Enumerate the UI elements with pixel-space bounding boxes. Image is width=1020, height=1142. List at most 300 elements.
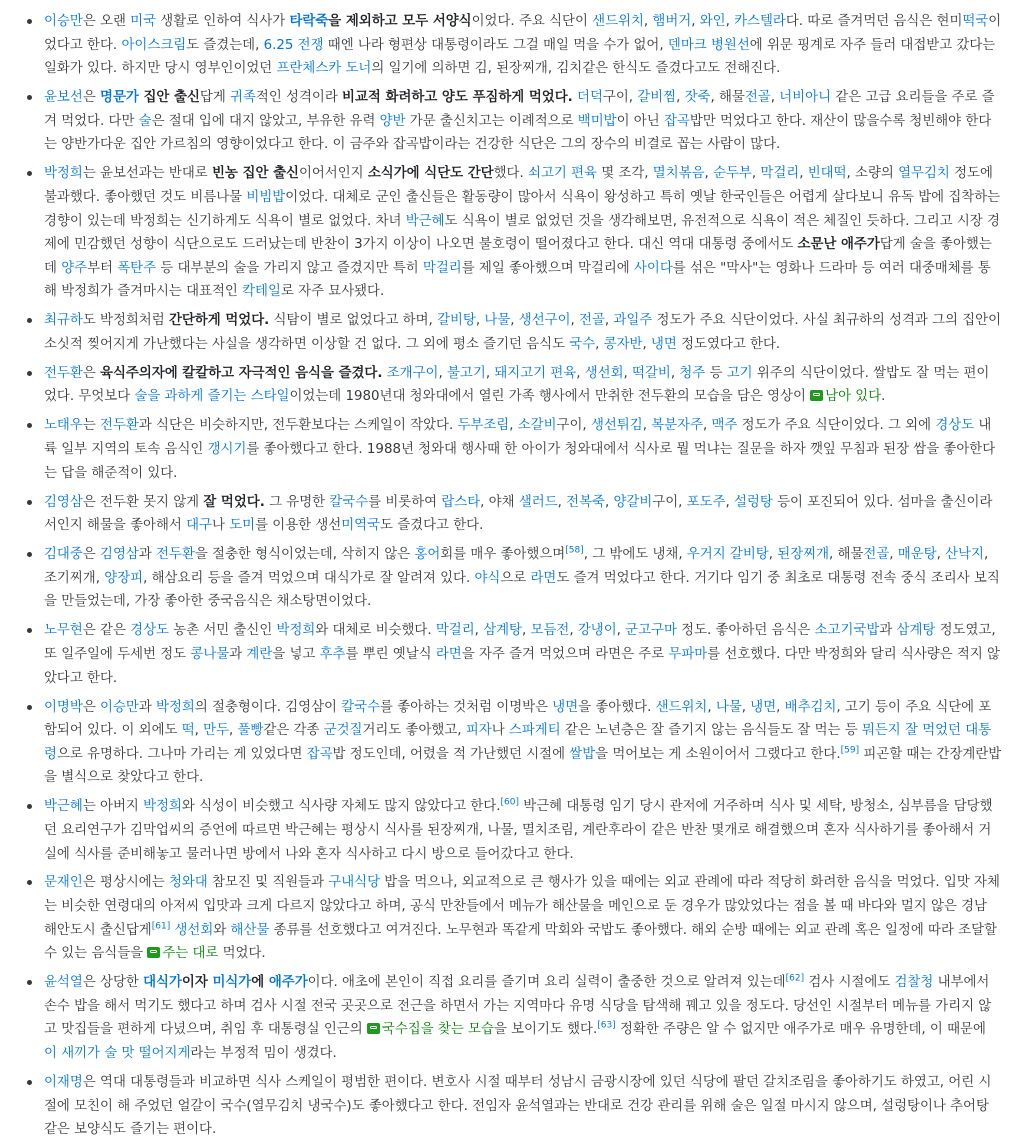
wiki-link[interactable]: 양갈비 — [613, 494, 653, 510]
body-text: , — [604, 313, 614, 329]
bold-wiki-link[interactable]: 타락죽 — [289, 14, 329, 29]
body-text: 은 — [82, 547, 101, 563]
wiki-link[interactable]: 라면 — [530, 570, 557, 586]
wiki-link[interactable]: 전복죽 — [566, 494, 605, 510]
wiki-link[interactable]: 양장피 — [104, 570, 144, 586]
footnote-ref[interactable]: [60] — [500, 797, 520, 808]
bold-wiki-link[interactable]: 명문가 — [100, 90, 139, 106]
body-text: , — [604, 494, 614, 510]
body-text: 으로 유명하다. 그나마 가리는 게 있었다면 — [56, 746, 307, 762]
list-item — [10, 696, 1002, 790]
body-text: 등 — [705, 365, 727, 381]
body-text: 를 섞은 "막사"는 영화나 드라마 등 여러 대중매체를 통해 박정희가 즐겨마시는 대표적인 — [44, 260, 991, 300]
body-text: 을 넣고 — [272, 646, 320, 662]
external-link-text: 주는 대로 — [162, 946, 219, 962]
wiki-link[interactable]: 두부조림 — [457, 418, 510, 434]
body-text: , — [670, 365, 680, 381]
wiki-link[interactable]: 폭탄주 — [117, 260, 157, 276]
wiki-link[interactable]: 후추 — [319, 646, 346, 662]
wiki-link[interactable]: 야식 — [474, 570, 501, 586]
wiki-link[interactable]: 스파게티 — [508, 723, 561, 739]
body-text: , — [474, 623, 484, 639]
body-text: 구이, — [556, 418, 591, 434]
body-text: 과 — [138, 547, 157, 563]
wiki-link[interactable]: 노무현 — [44, 623, 83, 639]
wiki-link[interactable]: 막걸리 — [422, 260, 462, 276]
wiki-link[interactable]: 배추김치 — [784, 699, 837, 715]
body-text: 등이 포진되어 있다. 섬마을 출신이라서인지 해물을 좋아해서 — [44, 494, 993, 534]
body-text: , — [475, 313, 485, 329]
body-text: , — [751, 166, 761, 182]
wiki-link[interactable]: 박근혜 — [44, 799, 83, 815]
body-text: 으로 — [500, 570, 531, 586]
body-text: , — [936, 547, 946, 563]
wiki-link[interactable]: 전두환 — [100, 418, 139, 434]
wiki-link[interactable]: 검찰청 — [894, 975, 934, 991]
body-text: , — [229, 723, 238, 739]
wiki-link[interactable]: 김대중 — [44, 547, 83, 563]
list-item — [10, 309, 1002, 356]
body-text: 이다. 애초에 본인이 직접 요리를 즐기며 요리 실력이 출중한 것으로 알려져 있는데 — [307, 975, 786, 991]
body-text: 등 대부분의 술을 가리지 않고 즐겼지만 특히 — [156, 260, 423, 276]
body-text: 을 보이기도 했다. — [493, 1022, 598, 1038]
wiki-link[interactable]: 박근혜 — [405, 213, 445, 229]
wiki-link[interactable]: 문재인 — [44, 875, 83, 891]
body-text: , — [725, 14, 735, 29]
body-text: 정도였고, 또 일주일에 두세번 정도 — [44, 623, 996, 662]
wiki-link[interactable]: 미국 — [130, 14, 157, 29]
body-text: 밥만 먹었다고 한다. 재산이 많을수록 청빈해야 한다는 양반가다운 집안 가르침의 영향이었다고 한다. 이 금주와 잡곡밥이라는 건강한 식단은 그의 장수의 비결로 꼽는 사람이 많다. — [44, 113, 992, 153]
wiki-link[interactable]: 경상도 — [935, 418, 975, 434]
wiki-link[interactable]: 윤보선 — [44, 90, 83, 106]
body-text: , — [595, 336, 604, 352]
body-text: , 소량의 — [846, 166, 899, 182]
wiki-link[interactable]: 열무김치 — [898, 166, 950, 182]
footnote-ref[interactable]: [63] — [597, 1020, 616, 1031]
wiki-link[interactable]: 청와대 — [168, 875, 208, 891]
body-text: 이어서인지 — [298, 166, 368, 182]
body-text: 이었다. 주요 식단이 — [471, 14, 593, 29]
bold-text: 소식가에 식단도 간단 — [367, 166, 494, 182]
wiki-link[interactable]: 미역국 — [341, 518, 381, 534]
wiki-link[interactable]: 잡곡 — [663, 113, 690, 129]
wiki-link[interactable]: 떡갈비 — [632, 365, 671, 381]
body-text: , — [569, 623, 578, 639]
body-text: 나 — [491, 723, 509, 739]
external-link-icon — [147, 947, 160, 958]
wiki-link[interactable]: 생선회 — [584, 365, 624, 381]
body-text: 그 유명한 — [264, 494, 330, 510]
wiki-link[interactable]: 뭐든지 잘 먹었던 대통령 — [44, 723, 992, 762]
wiki-link[interactable]: 와인 — [699, 14, 726, 29]
bold-text: 빈농 집안 출신 — [212, 166, 299, 182]
body-text: 농촌 서민 출신인 — [168, 623, 277, 639]
body-text: , 조기찌개, — [44, 547, 989, 586]
wiki-link[interactable]: 칼국수 — [341, 699, 381, 715]
body-text: , — [691, 14, 700, 29]
body-text: 나 — [212, 518, 230, 534]
body-text: 정도에 불과했다. 좋아했던 것도 비름나물 — [44, 166, 993, 205]
wiki-link[interactable]: 경상도 — [130, 623, 169, 639]
body-text: 했다. — [493, 166, 529, 182]
body-text: 내륙 일부 지역의 토속 음식인 — [44, 418, 992, 458]
body-text: , — [741, 699, 751, 715]
wiki-link[interactable]: 냉면 — [650, 336, 677, 352]
body-text: , — [702, 418, 712, 434]
wiki-link[interactable]: 최규하 — [44, 313, 83, 329]
list-item — [10, 619, 1002, 690]
body-text: 내부에서 손수 밥을 해서 먹기도 했다고 하며 검사 시절 전국 곳곳으로 전근을 하면서 가는 지역마다 유명 식당을 탐색해 꿰고 있을 정도다. 당선인 시절부터 메뉴를 가리지 않고 맛집들을 편하게 다녔으며, 취임 후 대통령실 인근의 — [44, 975, 992, 1038]
wiki-link[interactable]: 백미밥 — [577, 113, 617, 129]
body-text: , — [799, 166, 808, 182]
wiki-link[interactable]: 라면 — [435, 646, 462, 662]
body-text: 는 — [82, 418, 101, 434]
body-text: , — [485, 365, 495, 381]
body-text: 정도. 좋아하던 음식은 — [676, 623, 815, 639]
wiki-link[interactable]: 냉면 — [750, 699, 777, 715]
wiki-link[interactable]: 빈대떡 — [807, 166, 847, 182]
body-text: , — [510, 313, 519, 329]
list-item — [10, 491, 1002, 538]
footnote-ref[interactable]: [58] — [565, 545, 584, 556]
body-text: 답게 — [199, 90, 231, 106]
bold-text: 이자 — [181, 975, 213, 991]
wiki-link[interactable]: 햄버거 — [652, 14, 692, 29]
body-text: 박근혜 대통령 임기 당시 관저에 거주하며 식사 및 세탁, 방청소, 심부름을 담당했던 요리연구가 김막업씨의 증언에 따르면 박근혜는 평상시 식사를 된장찌개, 나물, 멸치조림, 계란후라이 같은 반찬 몇개로 해결했으며 혼자 식사하기를 좋아해서 거실에 식사를 준비해놓고 물러나면 방에서 나와 혼자 식사하고 다시 방으로 들어갔다고 한다. — [44, 799, 993, 862]
body-text: 구이, — [602, 90, 638, 106]
wiki-link[interactable]: 생선구이 — [518, 313, 571, 329]
wiki-link[interactable]: 쇠고기 편육 — [528, 166, 597, 182]
body-text: 부터 — [87, 260, 118, 276]
wiki-link[interactable]: 김영삼 — [100, 547, 139, 563]
body-text: 를 선호했다. 다만 박정희와 달리 식사량은 적지 않았다고 한다. — [44, 646, 1000, 686]
body-text: 라는 부정적 밈이 생겼다. — [190, 1046, 337, 1062]
wiki-link[interactable]: 생선튀김 — [590, 418, 643, 434]
wiki-link[interactable]: 소갈비 — [517, 418, 557, 434]
body-text: 도 즐겼다고 한다. — [380, 518, 484, 534]
list-item — [10, 10, 1002, 81]
body-text: 은 전두환 못지 않게 — [82, 494, 204, 510]
wiki-link[interactable]: 구내식당 — [328, 875, 381, 891]
wiki-link[interactable]: 양주 — [61, 260, 88, 276]
body-text: , 그 밖에도 냉채, — [583, 547, 687, 563]
body-text: 를 좋아하는 것처럼 이명박은 — [380, 699, 553, 715]
body-text: , — [557, 494, 567, 510]
body-text: 식탐이 별로 없었다고 하며, — [269, 313, 438, 329]
wiki-link[interactable]: 이명박 — [44, 699, 83, 715]
body-text: 은 절대 입에 대지 않았고, 부유한 유력 — [151, 113, 380, 129]
body-text: , — [770, 90, 780, 106]
body-text: 을 좋아했다. — [578, 699, 656, 715]
body-text: , — [725, 494, 734, 510]
bold-wiki-link[interactable]: 대식가 — [143, 975, 182, 991]
wiki-link[interactable]: 불고기 — [447, 365, 486, 381]
wiki-link[interactable]: 맥주 — [711, 418, 738, 434]
wiki-link[interactable]: 박정희 — [143, 799, 182, 815]
wiki-link[interactable]: 매운탕 — [897, 547, 937, 563]
wiki-link[interactable]: 해산물 — [230, 922, 270, 938]
wiki-link[interactable]: 된장찌개 — [777, 547, 830, 563]
body-text: , — [776, 699, 785, 715]
body-text: 는 윤보선과는 반대로 — [82, 166, 212, 182]
list-item — [10, 871, 1002, 965]
wiki-link[interactable]: 이재명 — [44, 1075, 83, 1091]
wiki-link[interactable]: 나물 — [484, 313, 511, 329]
wiki-link[interactable]: 덴마크 병원선 — [667, 37, 750, 53]
wiki-link[interactable]: 양반 — [379, 113, 406, 129]
wiki-link[interactable]: 풀빵 — [237, 723, 264, 739]
wiki-link[interactable]: 콩자반 — [603, 336, 643, 352]
body-text: 를 비롯하여 — [368, 494, 442, 510]
wiki-link[interactable]: 콩나물 — [190, 646, 230, 662]
body-text: 은 — [82, 90, 101, 106]
body-text: 때엔 나라 형편상 대통령이라도 그걸 매일 먹을 수가 없어, — [323, 37, 668, 53]
body-text: 은 평상시에는 — [82, 875, 169, 891]
body-text: 은 상당한 — [82, 975, 144, 991]
body-text: 밥을 먹으나, 외교적으로 큰 행사가 있을 때에는 외교 관례에 따라 적당히 화려한 음식을 먹었다. 입맛 자체는 비슷한 연령대의 아저씨 입맛과 크게 다르지 않았다고 하며, 공식 만찬들에서 메뉴가 해산물을 메인으로 둔 경우가 많았었다는 점을 볼 때 바다와 멀지 않은 경남 해안도시 출신답게 — [44, 875, 1000, 938]
external-link-icon — [367, 1023, 380, 1034]
body-text: 구이, — [652, 494, 687, 510]
wiki-link[interactable]: 칵테일 — [242, 284, 281, 300]
body-text: 는 아버지 — [82, 799, 144, 815]
wiki-link[interactable]: 아이스크림 — [121, 37, 187, 53]
body-text: 은 — [82, 365, 101, 381]
body-text: 검사 시절에도 — [804, 975, 895, 991]
bold-text: 간단하게 먹었다. — [168, 313, 270, 329]
wiki-link[interactable]: 박정희 — [156, 699, 195, 715]
wiki-link[interactable]: 6.25 전쟁 — [263, 37, 324, 53]
wiki-link[interactable]: 박정희 — [276, 623, 316, 639]
wiki-link[interactable]: 국수 — [569, 336, 596, 352]
wiki-link[interactable]: 강냉이 — [577, 623, 617, 639]
wiki-link[interactable]: 김영삼 — [44, 494, 83, 510]
bold-text: 집안 출신 — [138, 90, 200, 106]
body-text: 먹었다. — [218, 946, 266, 962]
body-text: 를 제일 좋아했으며 막걸리에 — [461, 260, 634, 276]
wiki-link[interactable]: 순두부 — [713, 166, 752, 182]
list-item — [10, 971, 1002, 1065]
wiki-link[interactable]: 랍스타 — [441, 494, 481, 510]
wiki-link[interactable]: 갈비탕 — [437, 313, 476, 329]
wiki-link[interactable]: 전골 — [863, 547, 890, 563]
wiki-link[interactable]: 떡 — [181, 723, 195, 739]
wiki-link[interactable]: 박정희 — [44, 166, 83, 182]
body-text: 을 절충한 형식이었는데, 삭히지 않은 — [194, 547, 415, 563]
body-text: 은 오랜 — [82, 14, 131, 29]
body-text: 와 식성이 비슷했고 식사량 자체도 많지 않았다고 한다. — [181, 799, 501, 815]
body-text: 과 — [229, 646, 247, 662]
wiki-link[interactable]: 막걸리 — [760, 166, 800, 182]
wiki-link[interactable]: 전두환 — [44, 365, 83, 381]
body-text: 를 좋아했다고 한다. 1988년 청와대 행사때 한 아이가 청와대에서 식사로 뭘 먹냐는 질문을 하자 깻잎 무침과 된장 쌈을 좋아한다는 답을 해준적이 있다. — [44, 442, 996, 481]
wiki-link[interactable]: 술 — [138, 113, 152, 129]
bold-text: 을 제외하고 모두 서양식 — [328, 14, 472, 29]
wiki-link[interactable]: 갱시기 — [207, 442, 247, 458]
wiki-link[interactable]: 샐러드 — [518, 494, 558, 510]
body-text: , — [642, 336, 651, 352]
wiki-link[interactable]: 술을 과하게 즐기는 스타일 — [134, 389, 290, 405]
body-text: 과 식단은 비슷하지만, 전두환보다는 스케일이 작았다. — [138, 418, 458, 434]
body-text: 이 아닌 — [616, 113, 664, 129]
body-text: , 해물 — [710, 90, 745, 106]
body-text: , — [623, 365, 633, 381]
body-text: 참모진 및 직원들과 — [207, 875, 329, 891]
wiki-link[interactable]: 모듬전 — [530, 623, 570, 639]
wiki-link[interactable]: 무파마 — [668, 646, 708, 662]
body-text: 이었는데 1980년대 청와대에서 열린 가족 행사에서 만취한 전두환의 모습을 담은 영상이 — [289, 389, 811, 405]
wiki-link[interactable]: 비빔밥 — [246, 189, 286, 205]
body-text: 적인 성격이라 — [255, 90, 343, 106]
wiki-link[interactable]: 더덕 — [577, 90, 603, 106]
body-text: 이었다. 대체로 군인 출신들은 활동량이 많아서 식욕이 왕성하고 특히 옛날 한국인들은 어렵게 살다보니 유독 밥에 집착하는 경향이 있는데 박정희는 신기하게도 식욕이 별로 없었다. 차녀 — [44, 189, 1001, 229]
external-link[interactable] — [147, 946, 218, 961]
body-text: , 해물 — [829, 547, 864, 563]
body-text: , — [642, 418, 652, 434]
body-text: 같은 고급 요리들을 주로 즐겨 먹었다. 다만 — [44, 90, 995, 129]
wiki-link[interactable]: 윤석열 — [44, 975, 83, 991]
bold-wiki-link[interactable]: 애주가 — [268, 975, 308, 991]
wiki-link[interactable]: 소고기국밥 — [814, 623, 880, 639]
wiki-link[interactable]: 청주 — [679, 365, 706, 381]
wiki-link[interactable]: 이승만 — [100, 699, 139, 715]
wiki-link[interactable]: 산낙지 — [945, 547, 984, 563]
wiki-link[interactable]: 복분자주 — [651, 418, 703, 434]
body-text: 다. 따로 즐겨먹던 음식은 현미 — [785, 14, 963, 29]
body-text: 를 이용한 생선 — [255, 518, 342, 534]
body-text: 회를 매우 좋아했으며 — [440, 547, 566, 563]
body-text: 거리도 좋아했고, — [362, 723, 466, 739]
wiki-link[interactable]: 떡국 — [962, 14, 989, 29]
body-text: 의 일기에 의하면 김, 된장찌개, 김치같은 한식도 즐겼다고도 전해진다. — [371, 61, 781, 77]
wiki-link[interactable]: 사이다 — [633, 260, 673, 276]
wiki-link[interactable]: 샌드위치 — [655, 699, 708, 715]
body-text: , — [704, 166, 714, 182]
wiki-link[interactable]: 돼지고기 편육 — [494, 365, 577, 381]
body-text: 의 절충형이다. 김영삼이 — [194, 699, 342, 715]
body-text: 같은 노년층은 잘 즐기지 않는 음식들도 잘 먹는 등 — [560, 723, 862, 739]
external-link-text: 남아 있다 — [825, 389, 882, 405]
wiki-link[interactable]: 군것질 — [323, 723, 363, 739]
list-item — [10, 543, 1002, 614]
body-text: , 야채 — [480, 494, 519, 510]
body-text: 같은 각종 — [263, 723, 324, 739]
external-link-text: 국수집을 찾는 모습 — [381, 1022, 494, 1038]
body-text: , — [676, 90, 685, 106]
body-text: , — [570, 313, 580, 329]
body-text: 정도였다고 한다. — [676, 336, 781, 352]
wiki-link[interactable]: 카스텔라 — [734, 14, 786, 29]
wiki-link[interactable]: 칼국수 — [329, 494, 369, 510]
body-text: , 고기 등이 주요 식단에 포함되어 있다. 이 외에도 — [44, 699, 992, 739]
wiki-link[interactable]: 막걸리 — [435, 623, 475, 639]
wiki-link[interactable]: 피자 — [465, 723, 492, 739]
list-item — [10, 86, 1002, 157]
body-text: 정도가 주요 식단이었다. 사실 최규하의 성격과 그의 집안이 소싯적 찢어지게 가난했다는 사실을 생각하면 이상할 건 없다. 그 외에 평소 즐기던 음식도 — [44, 313, 1002, 352]
wiki-link[interactable]: 포도주 — [686, 494, 726, 510]
body-text: 을 먹어보는 게 소원이어서 그랬다고 한다. — [595, 746, 841, 762]
body-text: 도 즐겨 먹었다고 한다. 거기다 임기 중 최초로 대통령 전속 중식 조리사 보직을 만들었는데, 가장 좋아한 중국음식은 채소탕면이었다. — [44, 570, 1000, 610]
body-text: 가문 출신치고는 이례적으로 — [405, 113, 578, 129]
wiki-link[interactable]: 전골 — [744, 90, 771, 106]
wiki-link[interactable]: 삼계탕 — [483, 623, 522, 639]
body-text: 위주의 식단이었다. 쌀밥도 잘 먹는 편이었다. 무엇보다 — [44, 365, 990, 405]
list-item — [10, 162, 1002, 304]
wiki-link[interactable]: 생선회 — [174, 922, 214, 938]
external-link[interactable] — [367, 1022, 494, 1037]
body-text: , — [889, 547, 898, 563]
body-text: 을 자주 즐겨 먹었으며 라면은 주로 — [461, 646, 669, 662]
wiki-link[interactable]: 전두환 — [156, 547, 195, 563]
wiki-link[interactable]: 잣죽 — [684, 90, 711, 106]
wiki-link[interactable]: 멸치볶음 — [652, 166, 705, 182]
body-text: 답게 술을 좋아했는데 — [44, 237, 992, 276]
footnote-ref[interactable]: [61] — [151, 921, 171, 932]
wiki-link[interactable]: 샌드위치 — [592, 14, 644, 29]
wiki-link[interactable]: 나물 — [715, 699, 742, 715]
wiki-link[interactable]: 전골 — [579, 313, 605, 329]
footnote-ref[interactable]: [62] — [785, 973, 805, 984]
wiki-link[interactable]: 이승만 — [44, 14, 83, 29]
body-text: , — [643, 14, 653, 29]
body-text: 에 위문 핑계로 자주 들러 대접받고 갔다는 일화가 있다. 하지만 당시 영부인이었던 — [44, 37, 996, 77]
wiki-link[interactable]: 너비아니 — [779, 90, 832, 106]
wiki-link[interactable]: 우거지 갈비탕 — [686, 547, 769, 563]
body-text: 이었다고 한다. — [44, 14, 1002, 53]
body-text: 과 — [138, 699, 157, 715]
body-text: , 해삼요리 등을 즐겨 먹었으며 대식가로 잘 알려져 있다. — [143, 570, 475, 586]
list-item — [10, 1071, 1002, 1142]
body-text: , — [576, 365, 585, 381]
wiki-link[interactable]: 계란 — [246, 646, 273, 662]
body-text: , — [522, 623, 531, 639]
president-food-list — [10, 10, 1002, 1142]
list-item — [10, 362, 1002, 409]
wiki-link[interactable]: 고기 — [726, 365, 753, 381]
wiki-link[interactable]: 군고구마 — [625, 623, 677, 639]
body-text: , — [616, 623, 626, 639]
wiki-link[interactable]: 홍어 — [414, 547, 441, 563]
wiki-link[interactable]: 쌀밥 — [569, 746, 596, 762]
wiki-link[interactable]: 과일주 — [613, 313, 653, 329]
bold-wiki-link[interactable]: 미식가 — [212, 975, 252, 991]
body-text: 도 박정희처럼 — [82, 313, 169, 329]
bold-text: 육식주의자에 칼칼하고 자극적인 음식을 즐겼다. — [100, 365, 383, 381]
wiki-link[interactable]: 갈비찜 — [637, 90, 677, 106]
body-text: , — [707, 699, 716, 715]
body-text: 피곤할 때는 간장계란밥을 별식으로 찾았다고 한다. — [44, 746, 1002, 786]
body-text: 와 — [213, 922, 231, 938]
footnote-ref[interactable]: [59] — [840, 745, 860, 756]
wiki-link[interactable]: 잡곡 — [306, 746, 333, 762]
body-text: 과 — [879, 623, 897, 639]
wiki-link[interactable]: 설렁탕 — [734, 494, 773, 510]
body-text: 생활로 인하여 식사가 — [156, 14, 290, 29]
wiki-link[interactable]: 프란체스카 도너 — [276, 61, 372, 77]
wiki-link[interactable]: 대구 — [186, 518, 212, 534]
bold-text: 에 — [251, 975, 269, 991]
external-link[interactable] — [810, 389, 881, 404]
wiki-link[interactable]: 도미 — [229, 518, 256, 534]
wiki-link[interactable]: 삼계탕 — [896, 623, 936, 639]
body-text: 종류를 선호했다고 여겨진다. 노무현과 똑같게 막회와 국밥도 좋아했다. 해외 순방 때에는 외교 관례 혹은 일정에 따라 조달할 수 있는 음식들을 — [44, 922, 997, 962]
wiki-link[interactable]: 이 새끼가 술 맛 떨어지게 — [44, 1046, 191, 1062]
wiki-link[interactable]: 조개구이 — [386, 365, 439, 381]
wiki-link[interactable]: 귀족 — [230, 90, 256, 106]
wiki-link[interactable]: 만두 — [203, 723, 230, 739]
list-item — [10, 795, 1002, 866]
wiki-link[interactable]: 노태우 — [44, 418, 83, 434]
wiki-link[interactable]: 냉면 — [552, 699, 579, 715]
